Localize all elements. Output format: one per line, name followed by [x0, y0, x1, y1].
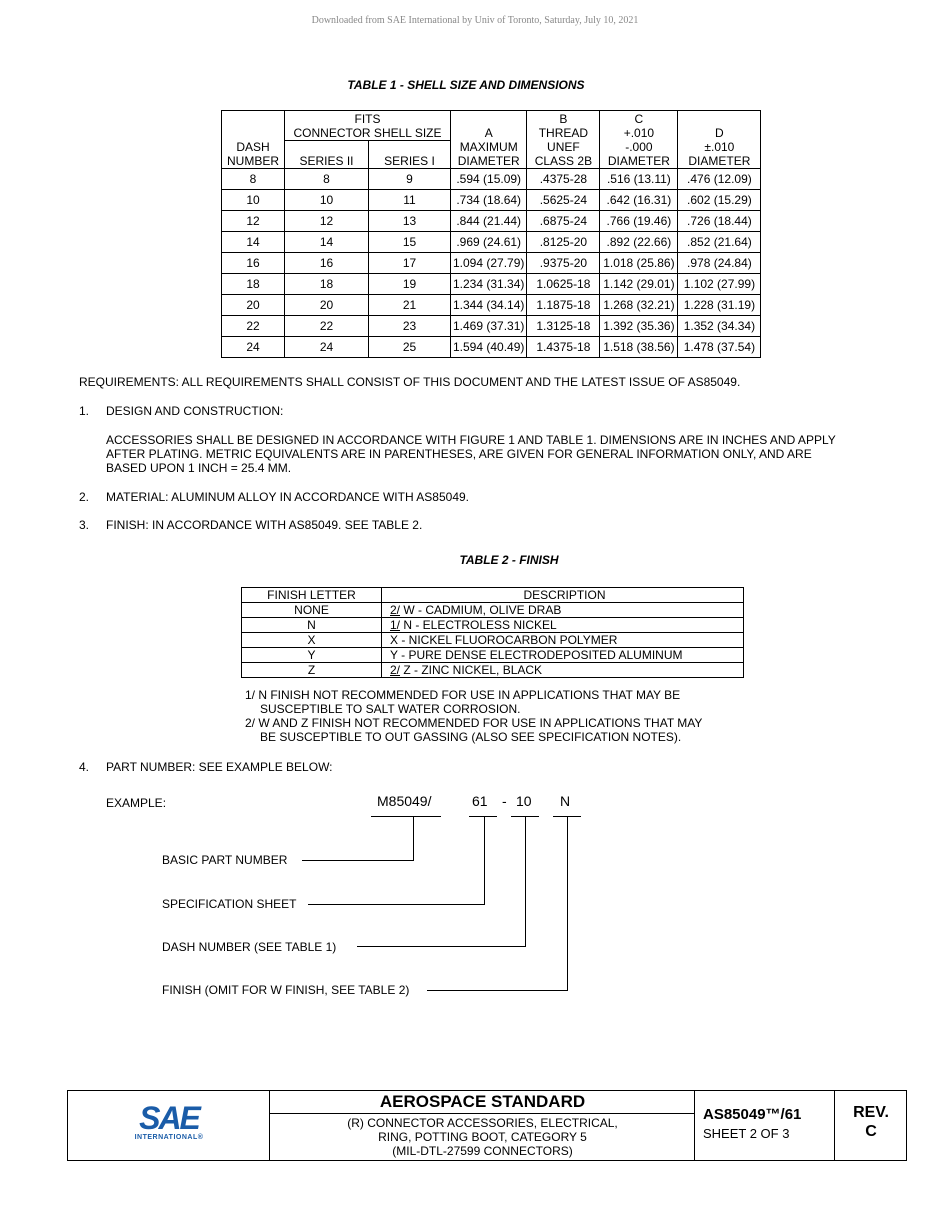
table-row — [242, 648, 744, 663]
bracket-sheet — [469, 816, 497, 817]
table-cell: 18 — [222, 274, 285, 295]
table-cell: .892 (22.66) — [600, 232, 678, 253]
table-cell: .852 (21.64) — [678, 232, 761, 253]
finish-letter: N — [242, 618, 382, 633]
sae-logo — [132, 1102, 206, 1141]
table-row — [222, 253, 761, 274]
description-text: W - CADMIUM, OLIVE DRAB — [400, 603, 562, 617]
table-cell: 15 — [369, 232, 451, 253]
table-cell: 8 — [222, 169, 285, 190]
leader-finish-v — [567, 816, 568, 991]
table-cell: 24 — [222, 337, 285, 358]
table-cell: .476 (12.09) — [678, 169, 761, 190]
section3-number: 3. — [79, 518, 90, 532]
table-row — [222, 190, 761, 211]
note2-line2: BE SUSCEPTIBLE TO OUT GASSING (ALSO SEE SPECIFICATION NOTES). — [260, 730, 682, 744]
pn-sheet: 61 — [472, 793, 488, 809]
table-row — [222, 169, 761, 190]
table-cell: 1.518 (38.56) — [600, 337, 678, 358]
finish-letter: X — [242, 633, 382, 648]
header-a: A MAXIMUM DIAMETER — [451, 111, 527, 169]
table-cell: .4375-28 — [527, 169, 600, 190]
requirements-text: REQUIREMENTS: ALL REQUIREMENTS SHALL CONSIST OF THIS DOCUMENT AND THE LATEST ISSUE OF AS85049. — [79, 375, 741, 389]
table-cell: 16 — [222, 253, 285, 274]
description-text: N - ELECTROLESS NICKEL — [400, 618, 557, 632]
leader-sheet-h — [308, 904, 485, 905]
example-label: EXAMPLE: — [106, 796, 167, 810]
table-cell: 8 — [285, 169, 369, 190]
description-text: X - NICKEL FLUOROCARBON POLYMER — [390, 633, 618, 647]
table-cell: .734 (18.64) — [451, 190, 527, 211]
leader-sheet-v — [484, 816, 485, 905]
table-cell: 1.3125-18 — [527, 316, 600, 337]
table-row — [242, 663, 744, 678]
table-cell: .5625-24 — [527, 190, 600, 211]
header-b: B THREAD UNEF CLASS 2B — [527, 111, 600, 169]
table-cell: 1.094 (27.79) — [451, 253, 527, 274]
table-cell: 1.0625-18 — [527, 274, 600, 295]
section2-text: MATERIAL: ALUMINUM ALLOY IN ACCORDANCE WITH AS85049. — [106, 490, 469, 504]
section4-text: PART NUMBER: SEE EXAMPLE BELOW: — [106, 760, 333, 774]
title-cell — [269, 1091, 695, 1160]
table-cell: .726 (18.44) — [678, 211, 761, 232]
leader-dash-h — [357, 946, 526, 947]
table-cell: .8125-20 — [527, 232, 600, 253]
revision-letter: C — [865, 1123, 877, 1140]
leader-dash-v — [525, 816, 526, 947]
table-cell: .602 (15.29) — [678, 190, 761, 211]
table-cell: .594 (15.09) — [451, 169, 527, 190]
finish-description — [382, 603, 744, 618]
finish-description — [382, 618, 744, 633]
table-cell: 13 — [369, 211, 451, 232]
pn-finish: N — [560, 793, 571, 809]
table-row — [222, 211, 761, 232]
footnote-ref: 2/ — [390, 603, 401, 617]
table-cell: 25 — [369, 337, 451, 358]
download-watermark: Downloaded from SAE International by Univ of Toronto, Saturday, July 10, 2021 — [311, 15, 639, 26]
table-cell: 17 — [369, 253, 451, 274]
finish-description — [382, 633, 744, 648]
table2-finish — [241, 587, 744, 678]
table-row — [222, 316, 761, 337]
leader-basic-v — [413, 816, 414, 861]
footnote-ref: 1/ — [390, 618, 401, 632]
note2-line1: 2/ W AND Z FINISH NOT RECOMMENDED FOR USE IN APPLICATIONS THAT MAY — [245, 716, 703, 730]
sae-logo-subtitle: INTERNATIONAL® — [134, 1134, 204, 1141]
table-cell: 19 — [369, 274, 451, 295]
table-cell: 1.268 (32.21) — [600, 295, 678, 316]
table-row — [222, 232, 761, 253]
table-cell: 9 — [369, 169, 451, 190]
table-cell: 22 — [285, 316, 369, 337]
table-cell: .969 (24.61) — [451, 232, 527, 253]
table-cell: .766 (19.46) — [600, 211, 678, 232]
table-cell: 1.102 (27.99) — [678, 274, 761, 295]
table-cell: 12 — [222, 211, 285, 232]
table1-title: TABLE 1 - SHELL SIZE AND DIMENSIONS — [347, 78, 585, 92]
description-line1: (R) CONNECTOR ACCESSORIES, ELECTRICAL, — [347, 1116, 618, 1130]
finish-letter: NONE — [242, 603, 382, 618]
table-cell: 1.344 (34.14) — [451, 295, 527, 316]
header-finish-letter: FINISH LETTER — [242, 588, 382, 603]
table-row — [222, 295, 761, 316]
label-dash-number: DASH NUMBER (SEE TABLE 1) — [162, 940, 337, 954]
table-cell: 22 — [222, 316, 285, 337]
leader-basic-h — [302, 860, 414, 861]
table-cell: 1.469 (37.31) — [451, 316, 527, 337]
revision-cell — [834, 1091, 907, 1160]
bracket-basic — [371, 816, 441, 817]
table2-title: TABLE 2 - FINISH — [459, 553, 559, 567]
table2-notes — [245, 688, 702, 744]
table-cell: 1.018 (25.86) — [600, 253, 678, 274]
table-row — [222, 274, 761, 295]
section1-body: ACCESSORIES SHALL BE DESIGNED IN ACCORDANCE WITH FIGURE 1 AND TABLE 1. DIMENSIONS ARE IN INCHES AND APPLY AFTER PLATING. METRIC EQUIVALENTS ARE IN PARENTHESES, ARE GIVEN FOR GENERAL INFORMATION ONLY, AND ARE BASED UPON 1 INCH = 25.4 MM. — [106, 433, 836, 475]
description-line3: (MIL-DTL-27599 CONNECTORS) — [392, 1144, 573, 1158]
leader-finish-h — [427, 990, 568, 991]
note1-line2: SUSCEPTIBLE TO SALT WATER CORROSION. — [260, 702, 521, 716]
section3-text: FINISH: IN ACCORDANCE WITH AS85049. SEE TABLE 2. — [106, 518, 423, 532]
header-fits: FITS CONNECTOR SHELL SIZE — [285, 111, 451, 141]
table-cell: 1.594 (40.49) — [451, 337, 527, 358]
table-cell: 1.234 (31.34) — [451, 274, 527, 295]
label-basic-part-number: BASIC PART NUMBER — [162, 853, 288, 867]
finish-description — [382, 663, 744, 678]
table-row — [242, 603, 744, 618]
finish-letter: Z — [242, 663, 382, 678]
table-cell: 20 — [285, 295, 369, 316]
finish-letter: Y — [242, 648, 382, 663]
section1-number: 1. — [79, 404, 90, 418]
table-cell: .642 (16.31) — [600, 190, 678, 211]
table-cell: 1.4375-18 — [527, 337, 600, 358]
pn-basic: M85049/ — [377, 793, 432, 809]
table-cell: 18 — [285, 274, 369, 295]
table-cell: 11 — [369, 190, 451, 211]
description-text: Y - PURE DENSE ELECTRODEPOSITED ALUMINUM — [390, 648, 683, 662]
footnote-ref: 2/ — [390, 663, 401, 677]
document-number: AS85049™/61 — [703, 1106, 802, 1123]
label-finish: FINISH (OMIT FOR W FINISH, SEE TABLE 2) — [162, 983, 410, 997]
pn-separator: - — [502, 793, 507, 809]
document-number-cell — [694, 1091, 835, 1160]
table-cell: .844 (21.44) — [451, 211, 527, 232]
title-block — [67, 1090, 907, 1161]
table-row — [242, 633, 744, 648]
table-cell: 1.392 (35.36) — [600, 316, 678, 337]
table-cell: 21 — [369, 295, 451, 316]
header-d: D ±.010 DIAMETER — [678, 111, 761, 169]
header-description: DESCRIPTION — [382, 588, 744, 603]
description-text: Z - ZINC NICKEL, BLACK — [400, 663, 543, 677]
table-cell: 14 — [285, 232, 369, 253]
section1-title: DESIGN AND CONSTRUCTION: — [106, 404, 284, 418]
table-cell: 14 — [222, 232, 285, 253]
header-dash: DASH NUMBER — [222, 111, 285, 169]
table-cell: .6875-24 — [527, 211, 600, 232]
table-cell: 12 — [285, 211, 369, 232]
document-description — [270, 1114, 695, 1158]
table-cell: 1.228 (31.19) — [678, 295, 761, 316]
table-cell: 20 — [222, 295, 285, 316]
label-specification-sheet: SPECIFICATION SHEET — [162, 897, 297, 911]
table-cell: .516 (13.11) — [600, 169, 678, 190]
section2-number: 2. — [79, 490, 90, 504]
header-c: C +.010 -.000 DIAMETER — [600, 111, 678, 169]
table1-shell-size — [221, 110, 761, 358]
table-row — [222, 337, 761, 358]
standard-title: AEROSPACE STANDARD — [270, 1091, 695, 1114]
note1-line1: 1/ N FINISH NOT RECOMMENDED FOR USE IN APPLICATIONS THAT MAY BE — [245, 688, 681, 702]
sheet-number: SHEET 2 OF 3 — [703, 1126, 790, 1141]
table-cell: 1.142 (29.01) — [600, 274, 678, 295]
sae-logo-text: SAE — [139, 1100, 199, 1136]
table-row — [242, 618, 744, 633]
pn-dash: 10 — [516, 793, 532, 809]
table-cell: 24 — [285, 337, 369, 358]
table-cell: 1.352 (34.34) — [678, 316, 761, 337]
table-cell: 1.1875-18 — [527, 295, 600, 316]
description-line2: RING, POTTING BOOT, CATEGORY 5 — [378, 1130, 587, 1144]
table-cell: 10 — [222, 190, 285, 211]
revision-label: REV. — [853, 1104, 889, 1121]
table-cell: 10 — [285, 190, 369, 211]
table-cell: 1.478 (37.54) — [678, 337, 761, 358]
section4-number: 4. — [79, 760, 90, 774]
table-cell: .978 (24.84) — [678, 253, 761, 274]
table-cell: .9375-20 — [527, 253, 600, 274]
finish-description — [382, 648, 744, 663]
table-cell: 16 — [285, 253, 369, 274]
header-series1: SERIES I — [369, 141, 451, 169]
table-cell: 23 — [369, 316, 451, 337]
header-series2: SERIES II — [285, 141, 369, 169]
